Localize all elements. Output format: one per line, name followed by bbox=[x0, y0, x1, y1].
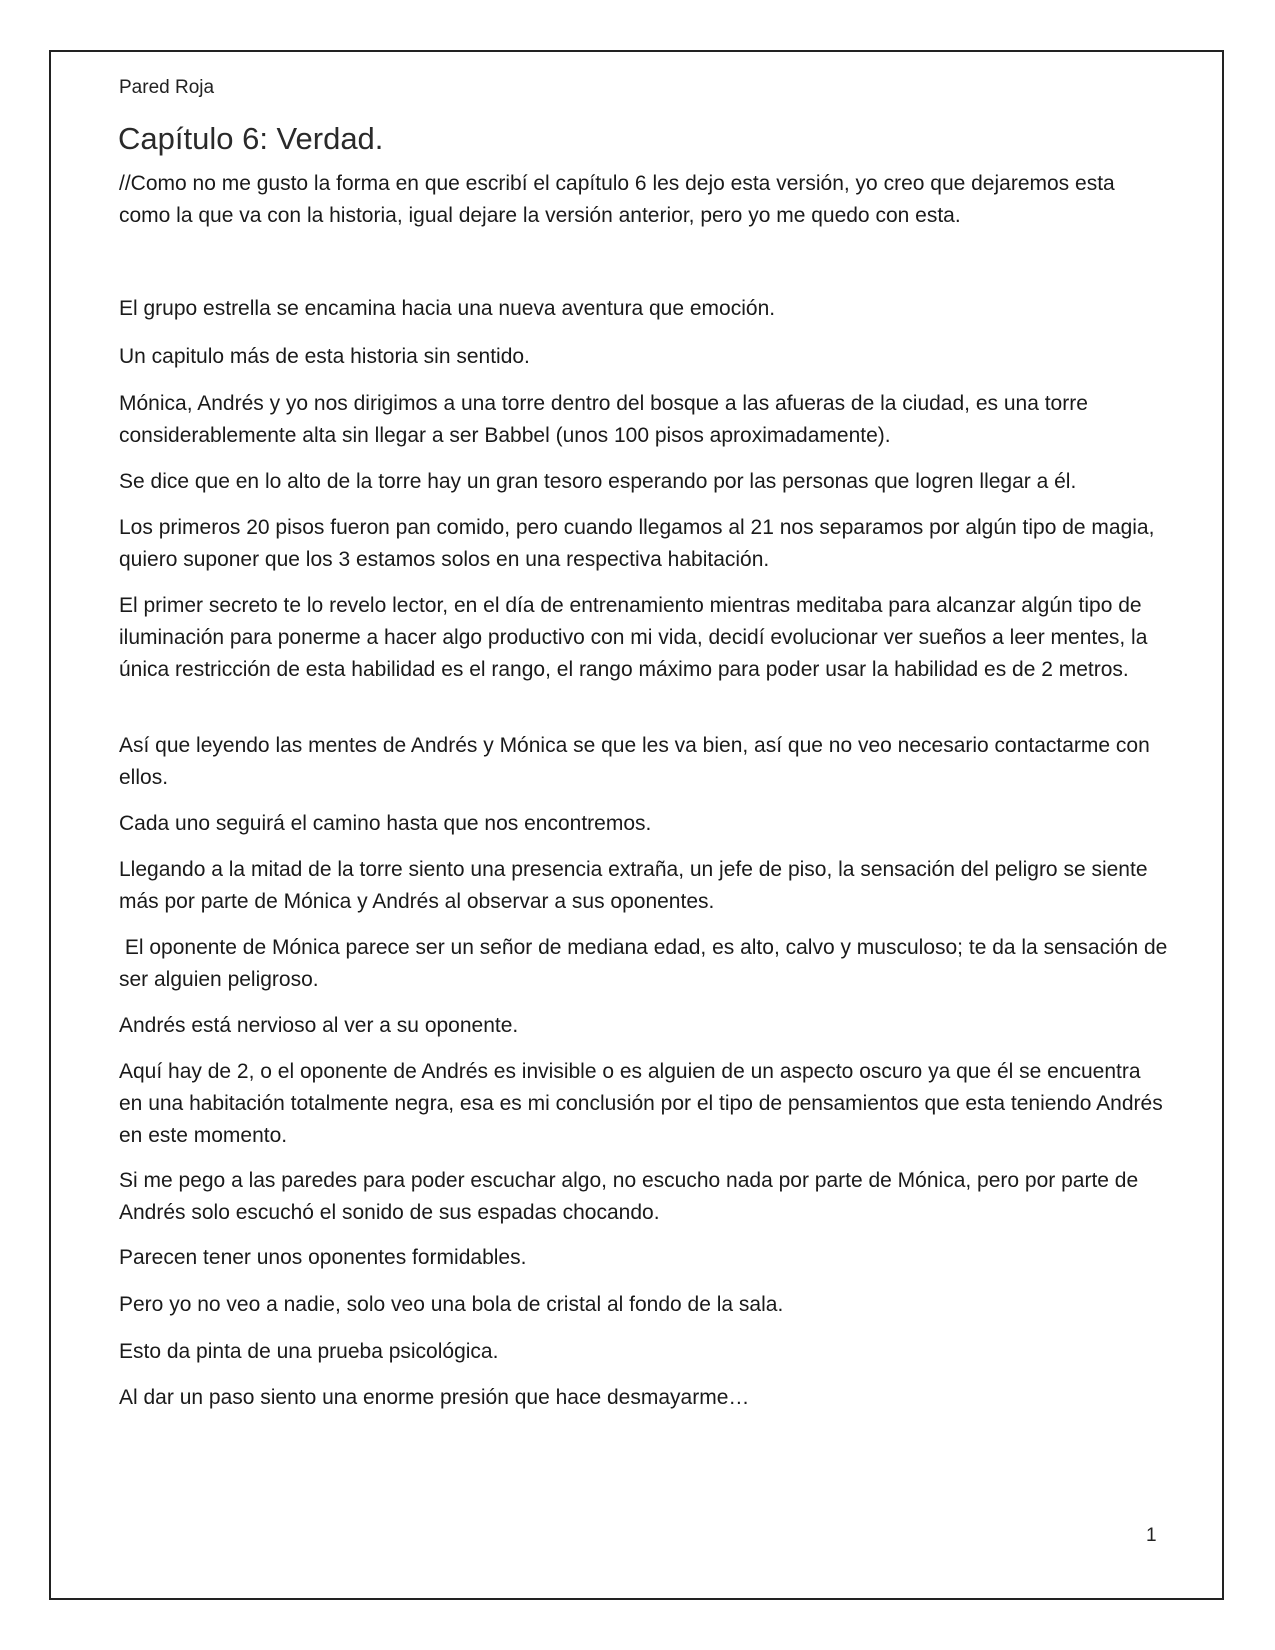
body-paragraph: Si me pego a las paredes para poder escuchar algo, no escucho nada por parte de Mónica, pero por parte de Andrés solo escuchó el sonido de sus espadas chocando. bbox=[119, 1169, 1139, 1224]
body-paragraph: Llegando a la mitad de la torre siento una presencia extraña, un jefe de piso, la sensación del peligro se siente más por parte de Mónica y Andrés al observar a sus oponentes. bbox=[119, 858, 1148, 913]
body-paragraph: Mónica, Andrés y yo nos dirigimos a una torre dentro del bosque a las afueras de la ciudad, es una torre considerablemente alta sin llegar a ser Babbel (unos 100 pisos aproximadamente). bbox=[119, 392, 1088, 447]
body-paragraph: Los primeros 20 pisos fueron pan comido, pero cuando llegamos al 21 nos separamos por algún tipo de magia, quiero suponer que los 3 estamos solos en una respectiva habitación. bbox=[119, 516, 1155, 571]
chapter-title: Capítulo 6: Verdad. bbox=[118, 121, 384, 156]
body-paragraph: El grupo estrella se encamina hacia una nueva aventura que emoción. bbox=[119, 297, 776, 320]
body-paragraph: Esto da pinta de una prueba psicológica. bbox=[119, 1340, 499, 1363]
body-paragraph: Andrés está nervioso al ver a su oponente. bbox=[119, 1014, 519, 1037]
author-note-paragraph: //Como no me gusto la forma en que escribí el capítulo 6 les dejo esta versión, yo creo que dejaremos esta como la que va con la historia, igual dejare la versión anterior, pero yo me quedo con esta. bbox=[119, 172, 1115, 227]
body-paragraph: Cada uno seguirá el camino hasta que nos encontremos. bbox=[119, 812, 652, 835]
page-number: 1 bbox=[1146, 1525, 1157, 1546]
body-paragraph: Parecen tener unos oponentes formidables. bbox=[119, 1246, 527, 1269]
body-paragraph: El oponente de Mónica parece ser un señor de mediana edad, es alto, calvo y musculoso; te da la sensación de ser alguien peligroso. bbox=[119, 936, 1174, 991]
body-paragraph: Al dar un paso siento una enorme presión que hace desmayarme… bbox=[119, 1386, 750, 1409]
body-paragraph: Un capitulo más de esta historia sin sentido. bbox=[119, 345, 530, 368]
running-header: Pared Roja bbox=[119, 77, 215, 98]
body-paragraph: Aquí hay de 2, o el oponente de Andrés es invisible o es alguien de un aspecto oscuro ya que él se encuentra en una habitación totalmente negra, esa es mi conclusión por el tipo de pensamientos que esta teniendo Andrés en este momento. bbox=[119, 1060, 1163, 1147]
body-paragraph: Así que leyendo las mentes de Andrés y Mónica se que les va bien, así que no veo necesario contactarme con ellos. bbox=[119, 734, 1150, 789]
body-paragraph: Se dice que en lo alto de la torre hay un gran tesoro esperando por las personas que logren llegar a él. bbox=[119, 470, 1077, 493]
body-paragraph: Pero yo no veo a nadie, solo veo una bola de cristal al fondo de la sala. bbox=[119, 1293, 784, 1316]
body-paragraph: El primer secreto te lo revelo lector, en el día de entrenamiento mientras meditaba para alcanzar algún tipo de iluminación para ponerme a hacer algo productivo con mi vida, decidí evolucionar ver sueños a leer mentes, la única restricción de esta habilidad es el rango, el rango máximo para poder usar la habilidad es de 2 metros. bbox=[119, 594, 1148, 681]
